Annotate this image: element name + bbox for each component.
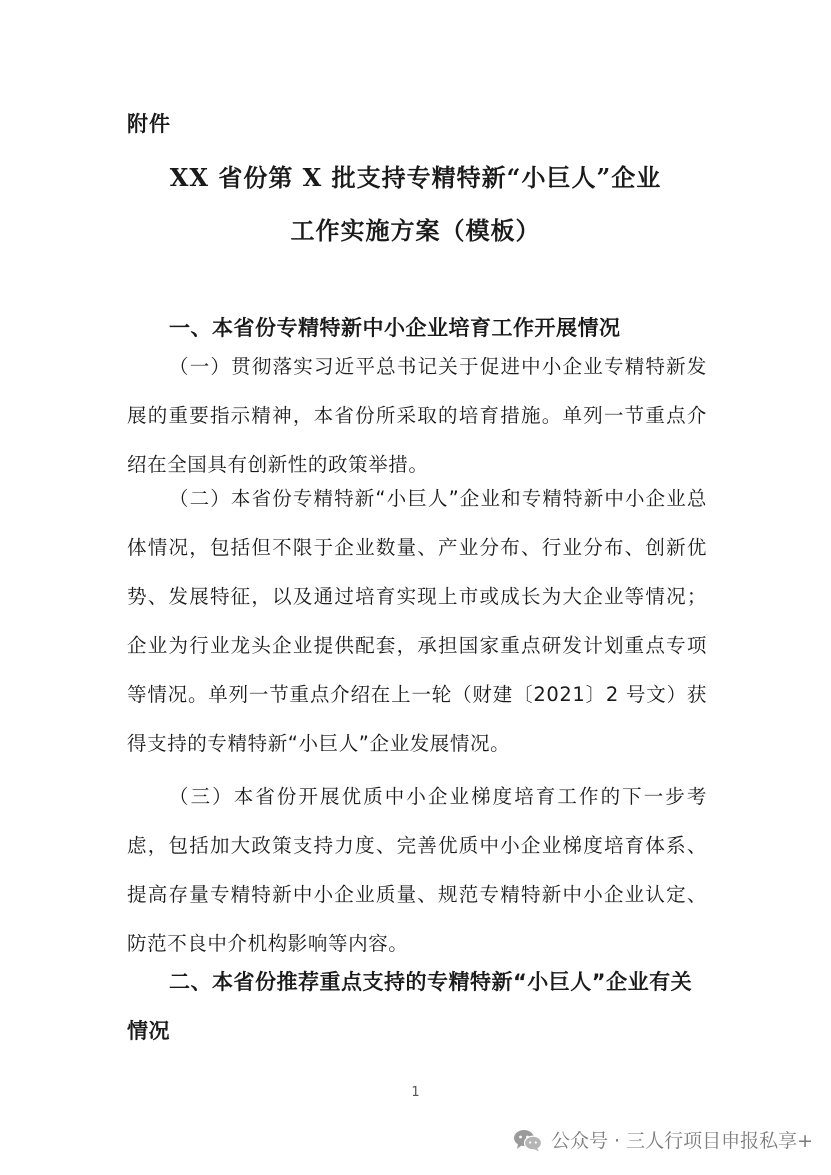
- document-title-line2: 工作实施方案（模板）: [290, 216, 541, 245]
- wechat-icon: [513, 1128, 543, 1152]
- document-title-line1: XX 省份第 X 批支持专精特新“小巨人”企业: [169, 163, 662, 192]
- section1-heading: 一、本省份专精特新中小企业培育工作开展情况: [169, 316, 621, 340]
- paragraph-2: （二）本省份专精特新“小巨人”企业和专精特新中小企业总体情况，包括但不限于企业数量、产业分布、行业分布、创新优势、发展特征，以及通过培育实现上市或成长为大企业等情况；企业为行业龙头企业提供配套，承担国家重点研发计划重点专项等情况。单列一节重点介绍在上一轮（财建〔2021〕2 号文）获得支持的专精特新“小巨人”企业发展情况。: [127, 487, 707, 755]
- section2-heading: 二、本省份推荐重点支持的专精特新“小巨人”企业有关情况: [127, 970, 693, 1043]
- attachment-label: 附件: [127, 112, 171, 136]
- watermark-text: 公众号 · 三人行项目申报私享+: [550, 1130, 813, 1152]
- paragraph-1: （一）贯彻落实习近平总书记关于促进中小企业专精特新发展的重要指示精神，本省份所采取的培育措施。单列一节重点介绍在全国具有创新性的政策举措。: [127, 355, 707, 476]
- page-number: 1: [411, 1085, 420, 1100]
- watermark: [513, 1126, 813, 1153]
- paragraph-3: （三）本省份开展优质中小企业梯度培育工作的下一步考虑，包括加大政策支持力度、完善优质中小企业梯度培育体系、提高存量专精特新中小企业质量、规范专精特新中小企业认定、防范不良中介机构影响等内容。: [127, 785, 707, 955]
